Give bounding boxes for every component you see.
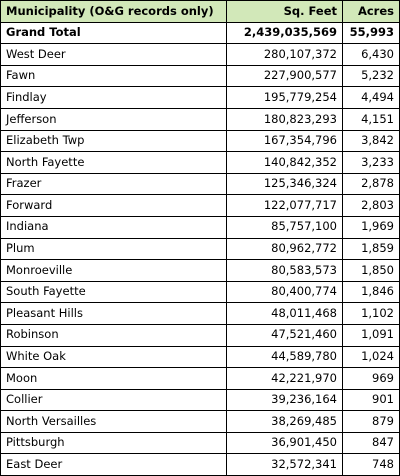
table-row — [1, 432, 400, 454]
sq-feet-cell: 80,583,573 — [227, 260, 343, 282]
sq-feet-cell: 80,962,772 — [227, 238, 343, 260]
sq-feet-cell: 42,221,970 — [227, 368, 343, 390]
municipality-cell: West Deer — [1, 44, 227, 66]
table-row — [1, 238, 400, 260]
sq-feet-cell: 122,077,717 — [227, 195, 343, 217]
grand-total-acres: 55,993 — [343, 22, 400, 44]
table-row — [1, 411, 400, 433]
municipality-cell: Forward — [1, 195, 227, 217]
table-row — [1, 303, 400, 325]
acres-cell: 1,969 — [343, 216, 400, 238]
sq-feet-cell: 195,779,254 — [227, 87, 343, 109]
municipality-cell: South Fayette — [1, 281, 227, 303]
acres-cell: 847 — [343, 432, 400, 454]
column-header-sq-feet: Sq. Feet — [227, 1, 343, 23]
municipality-cell: Findlay — [1, 87, 227, 109]
municipality-cell: Collier — [1, 389, 227, 411]
municipality-cell: North Fayette — [1, 152, 227, 174]
acres-cell: 1,846 — [343, 281, 400, 303]
sq-feet-cell: 180,823,293 — [227, 108, 343, 130]
sq-feet-cell: 44,589,780 — [227, 346, 343, 368]
grand-total-label: Grand Total — [1, 22, 227, 44]
table-row — [1, 454, 400, 476]
grand-total-sq-feet: 2,439,035,569 — [227, 22, 343, 44]
acres-cell: 4,494 — [343, 87, 400, 109]
sq-feet-cell: 140,842,352 — [227, 152, 343, 174]
municipality-cell: Moon — [1, 368, 227, 390]
column-header-acres: Acres — [343, 1, 400, 23]
table-row — [1, 152, 400, 174]
sq-feet-cell: 125,346,324 — [227, 173, 343, 195]
municipality-cell: East Deer — [1, 454, 227, 476]
sq-feet-cell: 85,757,100 — [227, 216, 343, 238]
table-row — [1, 108, 400, 130]
table-row — [1, 324, 400, 346]
municipality-cell: Indiana — [1, 216, 227, 238]
sq-feet-cell: 36,901,450 — [227, 432, 343, 454]
municipality-cell: Plum — [1, 238, 227, 260]
municipality-cell: Monroeville — [1, 260, 227, 282]
acres-cell: 3,233 — [343, 152, 400, 174]
sq-feet-cell: 32,572,341 — [227, 454, 343, 476]
acres-cell: 1,091 — [343, 324, 400, 346]
table-row — [1, 216, 400, 238]
acres-cell: 1,859 — [343, 238, 400, 260]
municipality-cell: Fawn — [1, 65, 227, 87]
table-row — [1, 195, 400, 217]
table-row — [1, 130, 400, 152]
acres-cell: 2,878 — [343, 173, 400, 195]
table-row — [1, 260, 400, 282]
acres-cell: 969 — [343, 368, 400, 390]
sq-feet-cell: 80,400,774 — [227, 281, 343, 303]
table-row — [1, 87, 400, 109]
acres-cell: 5,232 — [343, 65, 400, 87]
municipality-cell: White Oak — [1, 346, 227, 368]
acres-cell: 1,850 — [343, 260, 400, 282]
acres-cell: 1,024 — [343, 346, 400, 368]
sq-feet-cell: 48,011,468 — [227, 303, 343, 325]
municipality-cell: Jefferson — [1, 108, 227, 130]
table-row — [1, 65, 400, 87]
table-row — [1, 173, 400, 195]
grand-total-row — [1, 22, 400, 44]
sq-feet-cell: 47,521,460 — [227, 324, 343, 346]
acres-cell: 3,842 — [343, 130, 400, 152]
sq-feet-cell: 167,354,796 — [227, 130, 343, 152]
municipality-cell: North Versailles — [1, 411, 227, 433]
sq-feet-cell: 39,236,164 — [227, 389, 343, 411]
municipality-cell: Pleasant Hills — [1, 303, 227, 325]
sq-feet-cell: 38,269,485 — [227, 411, 343, 433]
municipality-cell: Elizabeth Twp — [1, 130, 227, 152]
sq-feet-cell: 227,900,577 — [227, 65, 343, 87]
acres-cell: 4,151 — [343, 108, 400, 130]
municipality-cell: Robinson — [1, 324, 227, 346]
acres-cell: 1,102 — [343, 303, 400, 325]
table-row — [1, 44, 400, 66]
table-row — [1, 389, 400, 411]
table-row — [1, 368, 400, 390]
municipality-cell: Pittsburgh — [1, 432, 227, 454]
acres-cell: 6,430 — [343, 44, 400, 66]
acres-cell: 748 — [343, 454, 400, 476]
acres-cell: 2,803 — [343, 195, 400, 217]
sq-feet-cell: 280,107,372 — [227, 44, 343, 66]
table-row — [1, 346, 400, 368]
acres-cell: 879 — [343, 411, 400, 433]
table-row — [1, 281, 400, 303]
municipality-cell: Frazer — [1, 173, 227, 195]
acres-cell: 901 — [343, 389, 400, 411]
column-header-municipality: Municipality (O&G records only) — [1, 1, 227, 23]
header-row — [1, 1, 400, 23]
